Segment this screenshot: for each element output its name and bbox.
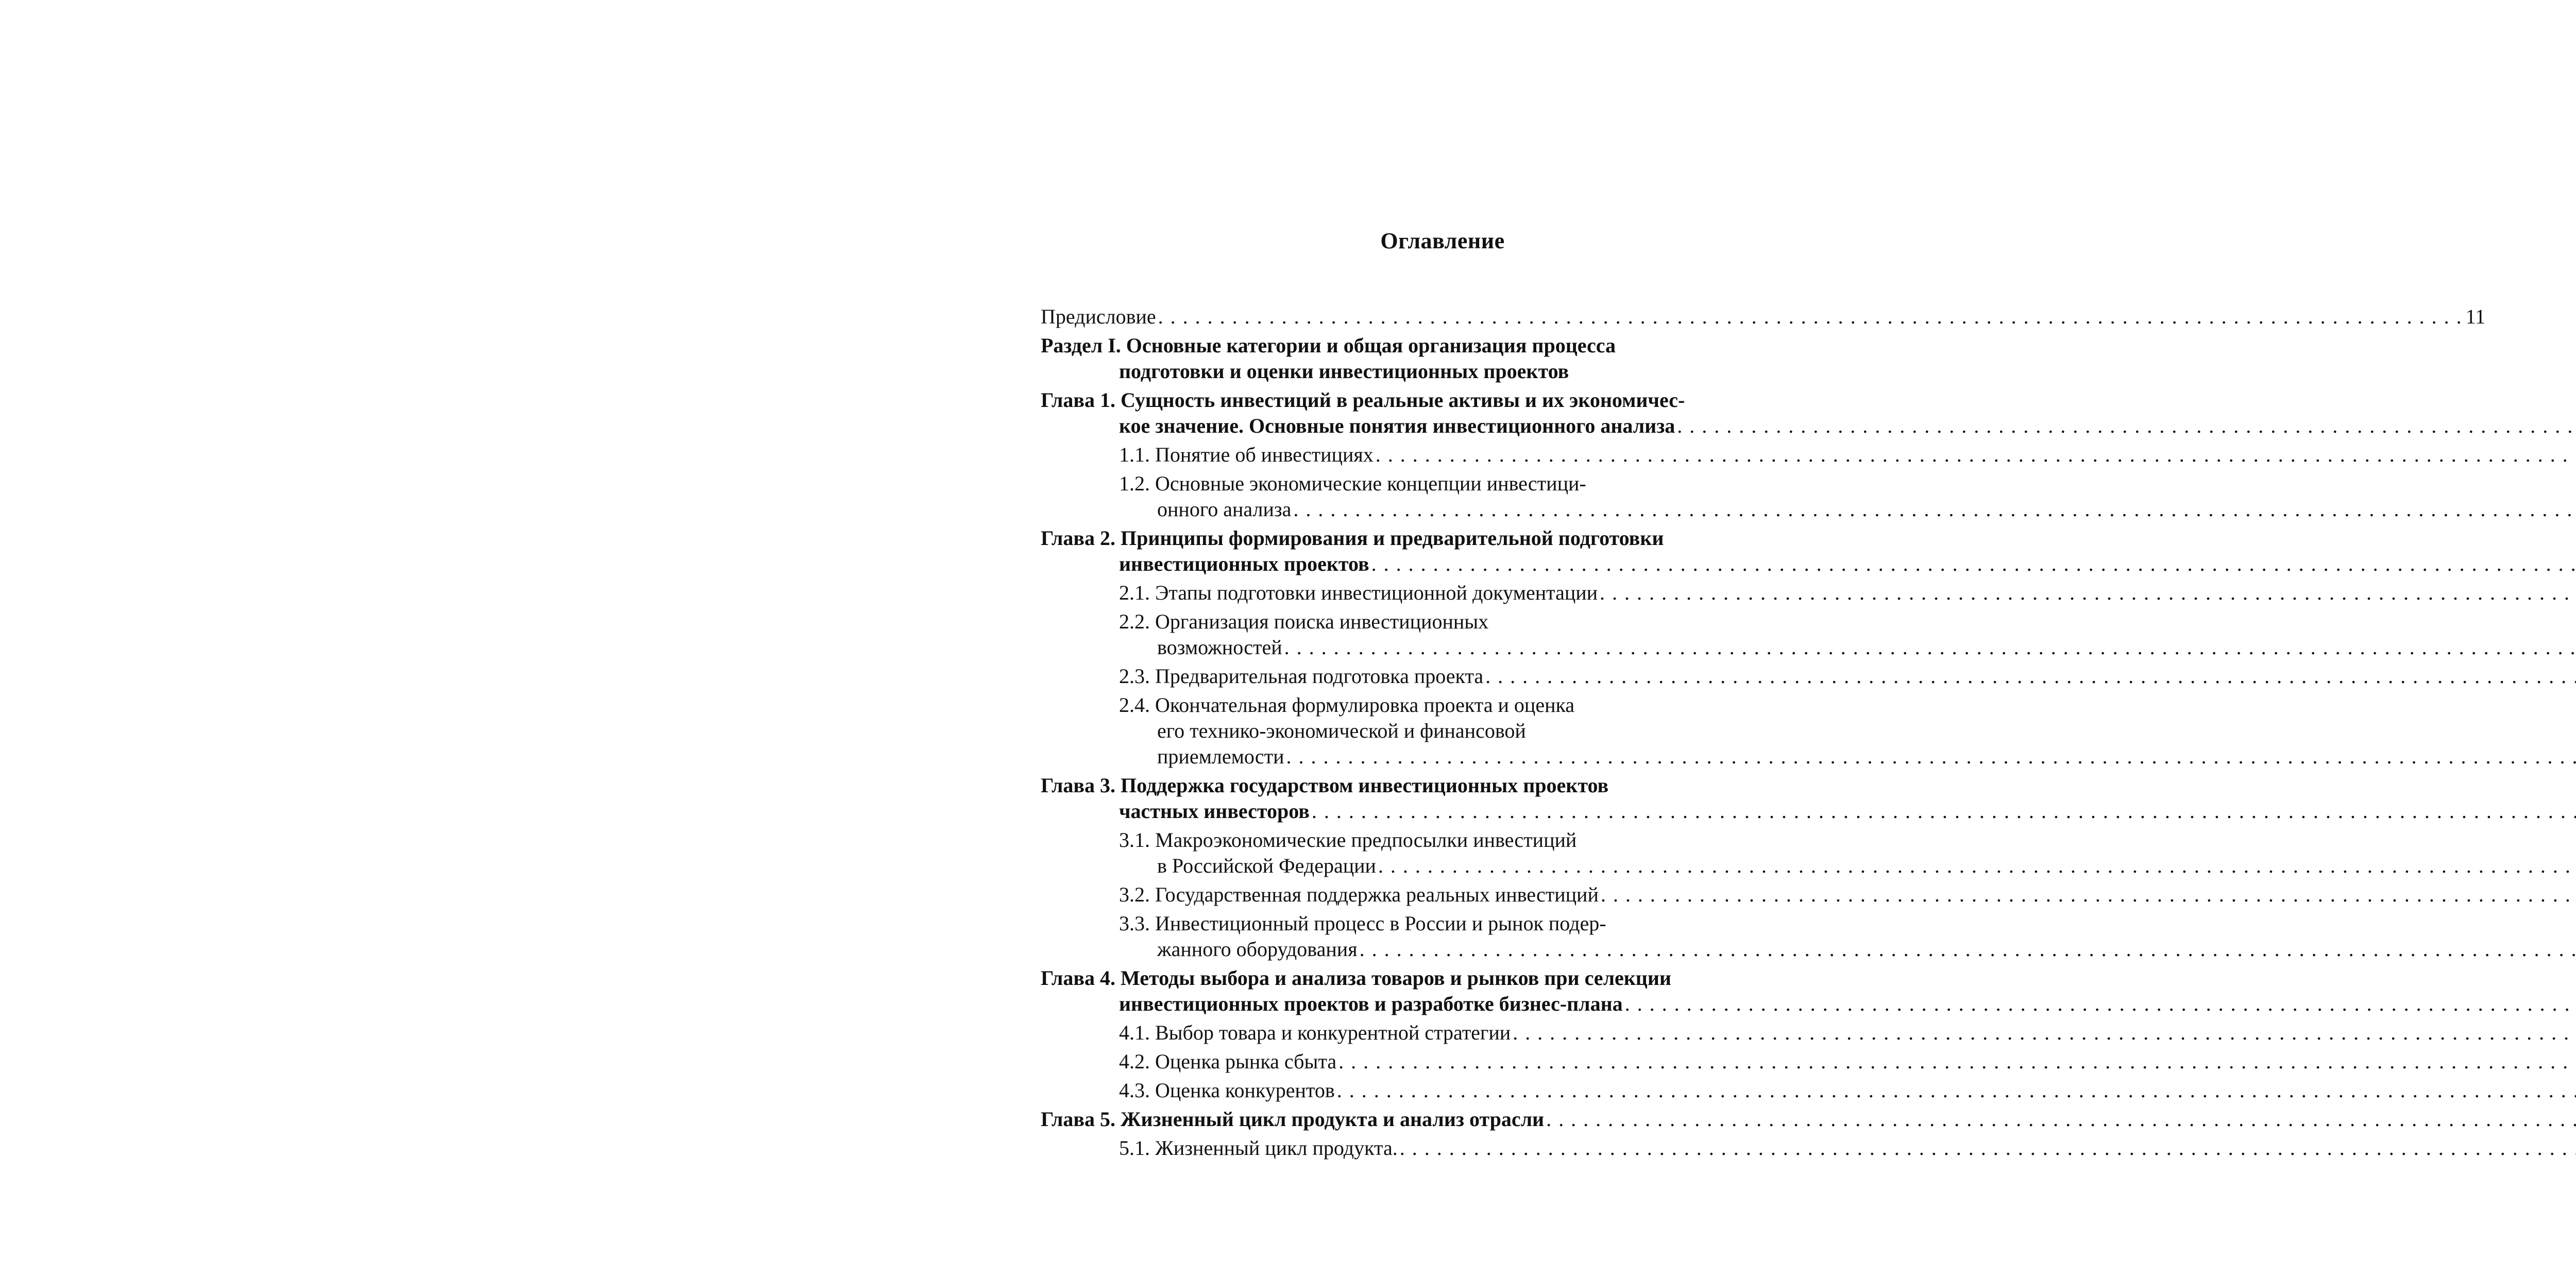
toc-entry-text: Раздел I. Основные категории и общая организация процесса [1041,334,1616,357]
toc-entry-text: 2.4. Окончательная формулировка проекта и оценка [1119,693,1575,717]
toc-entry-line [1119,580,1731,606]
dot-leader [1337,1079,2576,1102]
toc-entry-line [1119,1135,1731,1161]
toc-entry-line [1119,635,1731,660]
toc-entry-text: в Российской Федерации [1157,854,1376,877]
toc-entry-chapter [1041,1106,1731,1132]
toc-entry-text: Глава 2. Принципы формирования и предварительной подготовки [1041,526,1664,550]
toc-entry-line [1119,853,1731,879]
toc-entry-text: 2.1. Этапы подготовки инвестиционной документации [1119,581,1598,604]
toc-entry-text: его технико-экономической и финансовой [1157,719,1526,742]
dot-leader [1293,498,2576,521]
toc-entry-plain [1041,304,2486,330]
page-number: 11 [2465,305,2486,328]
toc-entry-sub [1041,827,1731,879]
toc-entry-sub [1041,1078,1731,1103]
toc-entry-text: жанного оборудования [1157,938,1358,961]
dot-leader [1158,305,2463,328]
toc-entry-text: Глава 3. Поддержка государством инвестиционных проектов [1041,774,1609,797]
toc-entry-line [1119,882,1731,908]
toc-entry-text: возможностей [1157,636,1282,659]
toc-entry-chapter [1041,525,1731,577]
toc-entry-text: приемлемости [1157,745,1284,768]
toc-entry-sub [1041,609,1731,660]
toc-entry-sub [1041,580,1731,606]
toc-entry-text: 1.2. Основные экономические концепции инвестици- [1119,472,1586,495]
toc-entry-sub [1041,471,1731,522]
toc-entry-line [1041,413,1731,439]
dot-leader [1513,1021,2576,1044]
dot-leader [1338,1050,2576,1073]
toc-entry-chapter [1041,773,1731,824]
toc-entry-line [1041,304,2486,330]
toc-entry-text: Глава 4. Методы выбора и анализа товаров и рынков при селекции [1041,966,1671,990]
toc-entry-text: 2.2. Организация поиска инвестиционных [1119,610,1489,633]
toc-entry-section [1041,333,1731,384]
toc-entry-text: 3.2. Государственная поддержка реальных инвестиций [1119,883,1599,906]
toc-entry-text: Глава 5. Жизненный цикл продукта и анализ отрасли [1041,1108,1545,1131]
toc-entry-text: инвестиционных проектов [1119,552,1369,575]
dot-leader [1546,1108,2576,1131]
toc-entry-text: 3.1. Макроэкономические предпосылки инвестиций [1119,828,1577,852]
toc-entry-line [1041,798,1731,824]
toc-entry-text: 4.1. Выбор товара и конкурентной стратегии [1119,1021,1511,1044]
toc-entry-text: 5.1. Жизненный цикл продукта. [1119,1136,1398,1160]
toc-entry-text: 4.3. Оценка конкурентов [1119,1079,1335,1102]
dot-leader [1378,854,2576,877]
toc-entry-sub [1041,1020,1731,1046]
toc-entry-sub [1041,882,1731,908]
toc-entry-line [1041,551,1731,577]
toc-entry-text: 4.2. Оценка рынка сбыта [1119,1050,1337,1073]
page-title: Оглавление [1380,228,1505,253]
toc-entry-text: Предисловие [1041,305,1156,328]
dot-leader [1286,745,2576,768]
toc-entry-sub [1041,1049,1731,1075]
toc-entry-line [1041,1106,1731,1132]
toc-entry-line [1119,1078,1731,1103]
dot-leader [1677,414,2576,437]
toc-entry-text: 3.3. Инвестиционный процесс в России и рынок подер- [1119,912,1606,935]
toc-entry-text: Глава 1. Сущность инвестиций в реальные активы и их экономичес- [1041,388,1685,412]
toc-entry-text: частных инвесторов [1119,799,1310,823]
toc-entry-line [1041,991,1731,1017]
toc-entry-line [1119,937,1731,962]
dot-leader [1485,665,2576,688]
toc-entry-text: подготовки и оценки инвестиционных проектов [1119,360,1569,383]
toc-entry-line [1119,1020,1731,1046]
toc-entry-line [1119,744,1731,770]
toc-entry-text: кое значение. Основные понятия инвестиционного анализа [1119,414,1675,437]
dot-leader [1400,1136,2576,1160]
dot-leader [1601,883,2576,906]
toc-entry-sub [1041,663,1731,689]
toc-entry-sub [1041,442,1731,468]
toc-entry-sub [1041,911,1731,962]
dot-leader [1312,799,2576,823]
toc-entry-line [1119,1049,1731,1075]
dot-leader [1360,938,2576,961]
toc-entry-line [1119,663,1731,689]
toc-entry-text: онного анализа [1157,498,1292,521]
toc-entry-text: 2.3. Предварительная подготовка проекта [1119,665,1484,688]
toc-entry-sub [1041,1135,1731,1161]
dot-leader [1600,581,2576,604]
table-of-contents [1041,304,2486,1164]
toc-entry-chapter [1041,387,1731,439]
dot-leader [1371,552,2576,575]
toc-entry-line [1119,497,1731,522]
dot-leader [1284,636,2576,659]
toc-entry-text: 1.1. Понятие об инвестициях [1119,443,1374,466]
toc-entry-line [1119,442,1731,468]
toc-entry-chapter [1041,965,1731,1017]
toc-entry-text: инвестиционных проектов и разработке бизнес-плана [1119,992,1623,1015]
dot-leader [1376,443,2576,466]
dot-leader [1625,992,2576,1015]
toc-entry-sub [1041,692,1731,770]
